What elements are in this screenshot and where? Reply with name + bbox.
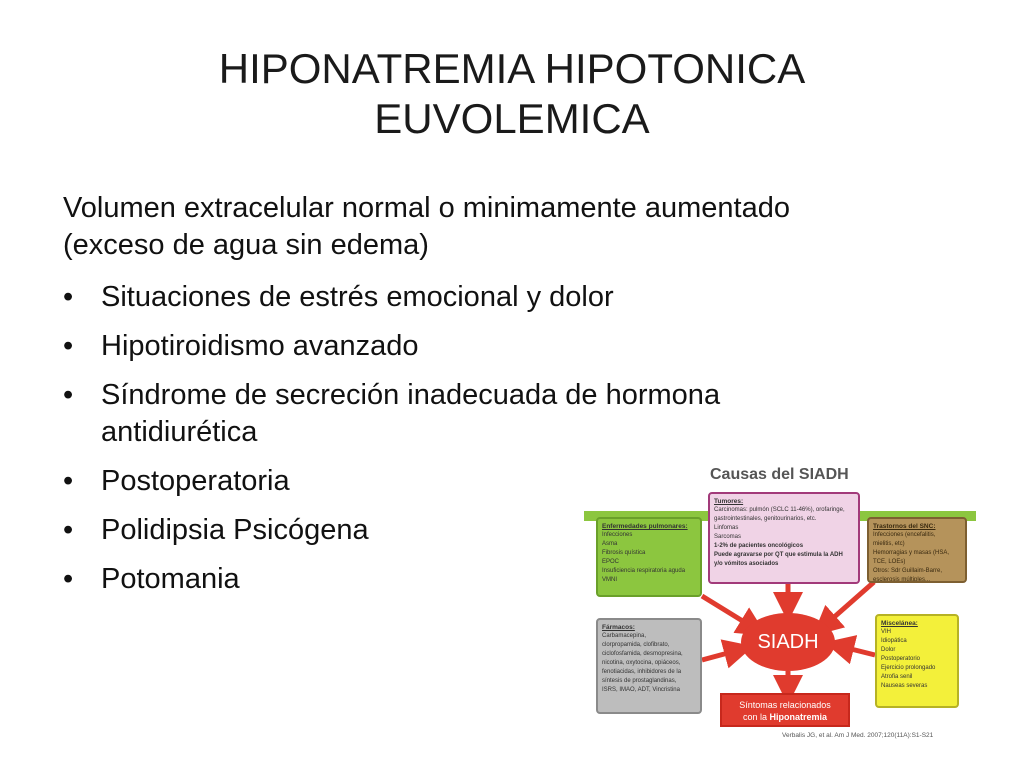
list-item: • Polidipsia Psicógena — [63, 512, 720, 549]
diagram-title: Causas del SIADH — [710, 466, 849, 483]
bullet-dot: • — [63, 514, 74, 546]
bullet-dot: • — [63, 379, 74, 411]
arrow-snc — [824, 582, 874, 626]
intro-line-2: (exceso de agua sin edema) — [63, 229, 429, 261]
bullet-dot: • — [63, 281, 74, 313]
box-miscelanea: Miscelánea: VIH Idiopática Dolor Postoperatorio Ejercicio prolongado Atrofia senil Nauseas severas — [875, 614, 959, 708]
list-item: • Potomania — [63, 561, 720, 598]
list-item: • Situaciones de estrés emocional y dolor — [63, 279, 720, 316]
title-line-1: HIPONATREMIA HIPOTONICA — [218, 45, 806, 92]
box-trastornos-snc: Trastornos del SNC: Infecciones (encefalitis, mielitis, etc) Hemorragias y masas (HSA, TCE, LOEs) Otros: Sdr Guillaim-Barre, esclerosis múltiples... — [867, 517, 967, 583]
box-enfermedades-pulmonares: Enfermedades pulmonares: Infecciones Asma Fibrosis quística EPOC Insuficiencia respiratoria aguda VMNI — [596, 517, 702, 597]
bullet-dot: • — [63, 465, 74, 497]
sintomas-box: Síntomas relacionados con la Hiponatremia — [720, 693, 850, 727]
arrow-farmacos — [702, 650, 739, 660]
box-tumores: Tumores: Carcinomas: pulmón (SCLC 11-46%), orofaringe, gastrointestinales, genitourinarios, etc. Linfomas Sarcomas 1-2% de pacientes oncológicos Puede agravarse por QT que estimula la ADH y/o vómitos asociados — [708, 492, 860, 584]
arrow-pulmonares — [702, 596, 754, 628]
bullet-dot: • — [63, 330, 74, 362]
bullet-dot: • — [63, 563, 74, 595]
siadh-center-node: SIADH — [741, 613, 835, 671]
list-item: • Postoperatoria — [63, 463, 720, 500]
intro-text — [63, 190, 963, 264]
siadh-causes-diagram — [584, 460, 976, 750]
arrow-miscelanea — [839, 646, 875, 655]
title-line-2: EUVOLEMICA — [374, 95, 650, 142]
list-item: • Hipotiroidismo avanzado — [63, 328, 720, 365]
box-farmacos: Fármacos: Carbamacepina, clorpropamida, clofibrato, ciclofosfamida, desmopresina, nicotina, oxytocina, opiáceos, fenotiacidas, inhibidores de la síntesis de prostaglandinas, ISRS, IMAO, ADT, Vincristina — [596, 618, 702, 714]
reference-citation: Verbalis JG, et al. Am J Med. 2007;120(11A):S1-S21 — [782, 732, 934, 739]
intro-line-1: Volumen extracelular normal o minimamente aumentado — [63, 192, 790, 224]
slide-title — [0, 44, 1024, 144]
list-item: • Síndrome de secreción inadecuada de hormona antidiurética — [63, 379, 721, 448]
